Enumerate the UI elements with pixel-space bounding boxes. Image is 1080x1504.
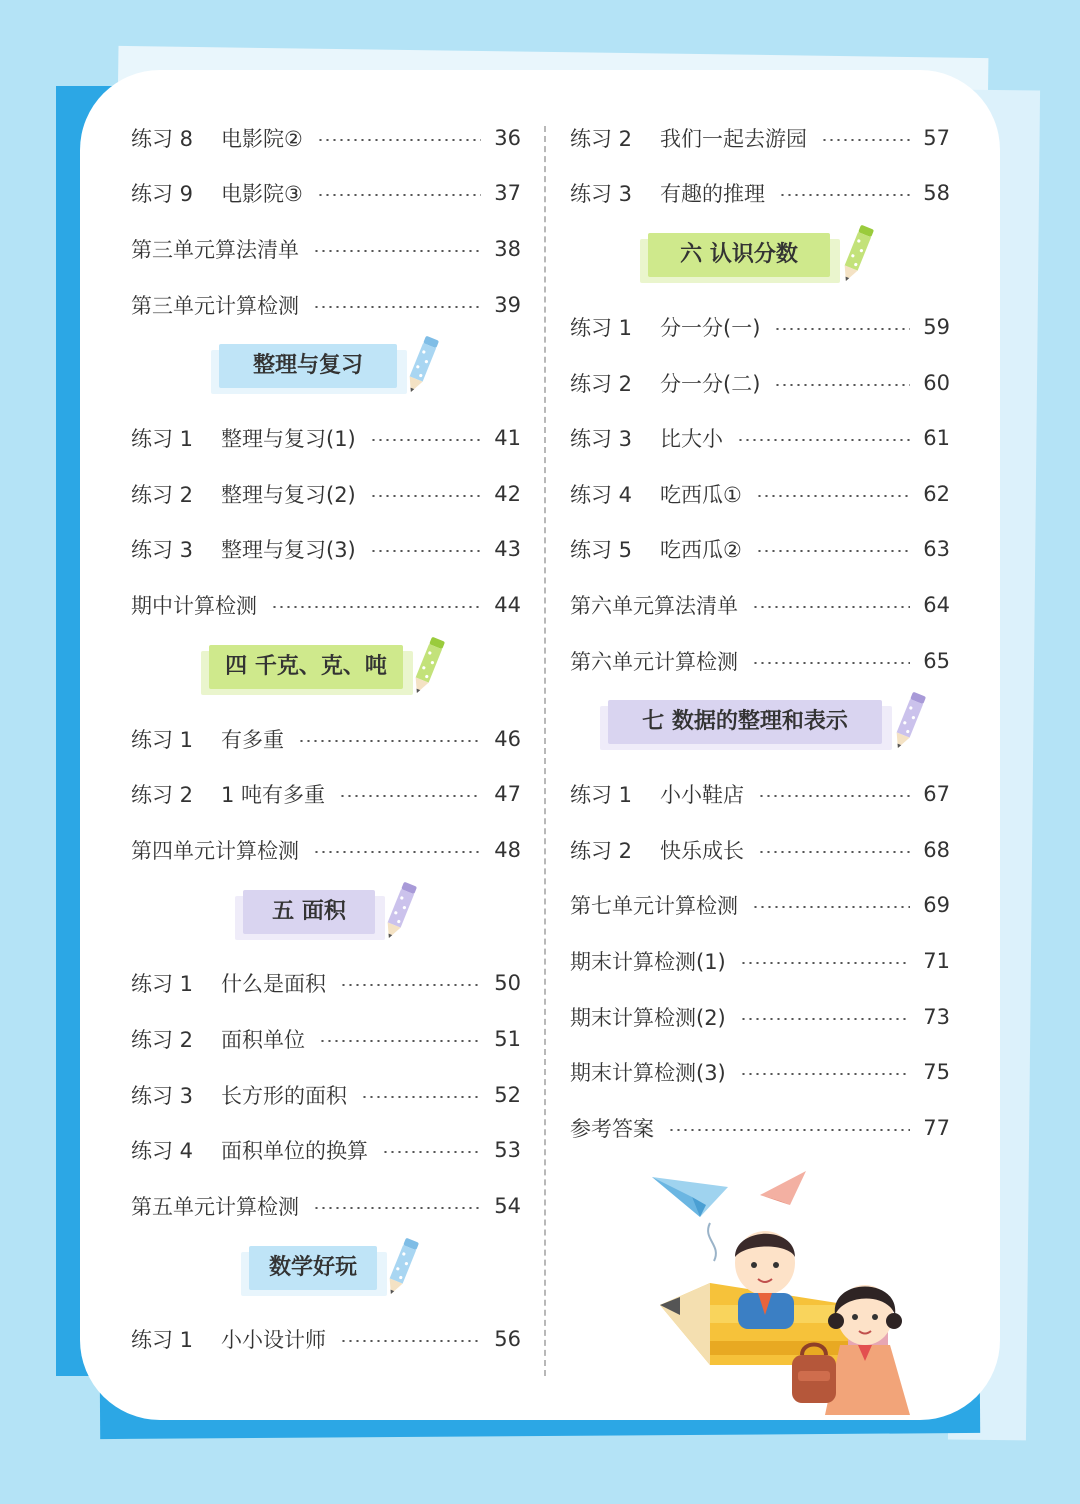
toc-entry-title: 期末计算检测(3): [570, 1061, 726, 1086]
column-divider: [544, 126, 546, 1376]
toc-entry-title: 分一分(一): [660, 315, 761, 340]
children-illustration: [640, 1165, 960, 1425]
toc-entry-title: 1 吨有多重: [221, 783, 326, 808]
toc-entry-page: 75: [923, 1060, 950, 1085]
right-group-c: [570, 766, 950, 1155]
toc-entry-page: 63: [923, 537, 950, 562]
toc-entry-title: 期中计算检测: [131, 593, 257, 618]
section-six: [570, 221, 950, 299]
dot-leader: [339, 795, 481, 797]
toc-entry-page: 53: [494, 1138, 521, 1163]
dot-leader: [361, 1096, 481, 1098]
toc-entry-title: 吃西瓜①: [660, 482, 742, 507]
toc-entry: [570, 989, 950, 1045]
toc-entry-page: 61: [923, 426, 950, 451]
right-group-a: [570, 110, 950, 221]
toc-entry: [570, 522, 950, 578]
toc-entry-page: 52: [494, 1082, 521, 1107]
toc-entry-title: 快乐成长: [660, 838, 744, 863]
toc-entry-page: 51: [494, 1026, 521, 1051]
toc-entry: [131, 221, 521, 277]
dot-leader: [740, 1073, 910, 1075]
section-six-title: 六 认识分数: [680, 242, 798, 268]
toc-entry: [570, 355, 950, 411]
toc-entry-number: 练习 1: [131, 972, 194, 997]
toc-entry: [131, 1011, 521, 1067]
toc-entry: [570, 878, 950, 934]
left-group-a: [131, 110, 521, 332]
dot-leader: [317, 194, 481, 196]
toc-entry-page: 64: [923, 592, 950, 617]
section-four: [131, 633, 521, 711]
toc-entry: [131, 1178, 521, 1234]
toc-entry-number: 练习 3: [570, 182, 633, 207]
toc-entry-page: 37: [494, 181, 521, 206]
right-column: [570, 110, 950, 1156]
toc-entry-title: 面积单位的换算: [221, 1139, 368, 1164]
toc-entry: [131, 1067, 521, 1123]
dot-leader: [298, 740, 481, 742]
dot-leader: [774, 328, 910, 330]
toc-entry: [131, 1312, 521, 1368]
dot-leader: [313, 851, 481, 853]
toc-entry-number: 练习 8: [131, 126, 194, 151]
toc-entry-title: 整理与复习(2): [221, 482, 356, 507]
toc-entry-title: 整理与复习(1): [221, 427, 356, 452]
toc-entry-page: 58: [923, 181, 950, 206]
pencil-icon: [399, 334, 443, 400]
dot-leader: [752, 662, 910, 664]
toc-entry-title: 有趣的推理: [660, 182, 765, 207]
toc-entry: [131, 1122, 521, 1178]
section-seven: [570, 688, 950, 766]
toc-entry-page: 67: [923, 782, 950, 807]
toc-entry: [570, 110, 950, 166]
toc-entry-number: 练习 1: [570, 783, 633, 808]
dot-leader: [370, 495, 481, 497]
section-four-title: 四 千克、克、吨: [225, 653, 387, 679]
toc-entry-page: 56: [494, 1327, 521, 1352]
toc-entry: [570, 633, 950, 689]
boy-icon: [735, 1231, 795, 1329]
section-five-title: 五 面积: [272, 898, 346, 924]
dot-leader: [737, 439, 910, 441]
dot-leader: [758, 795, 910, 797]
dot-leader: [668, 1129, 910, 1131]
dot-leader: [313, 1207, 481, 1209]
toc-entry: [131, 410, 521, 466]
dot-leader: [370, 550, 481, 552]
left-group-b: [131, 410, 521, 632]
toc-entry-title: 比大小: [660, 427, 723, 452]
toc-entry: [570, 1100, 950, 1156]
left-column: [131, 110, 521, 1367]
toc-entry: [570, 299, 950, 355]
section-review: [131, 332, 521, 410]
toc-entry: [131, 166, 521, 222]
toc-entry-page: 39: [494, 292, 521, 317]
toc-entry-title: 吃西瓜②: [660, 538, 742, 563]
dot-leader: [340, 1340, 481, 1342]
dot-leader: [317, 139, 481, 141]
toc-entry: [131, 110, 521, 166]
toc-entry-number: 练习 2: [131, 1027, 194, 1052]
toc-entry-number: 练习 1: [131, 727, 194, 752]
toc-entry-number: 练习 3: [131, 1083, 194, 1108]
toc-entry: [570, 822, 950, 878]
toc-entry-page: 44: [494, 592, 521, 617]
toc-entry: [131, 522, 521, 578]
toc-entry-page: 60: [923, 370, 950, 395]
dot-leader: [758, 851, 910, 853]
section-fun: [131, 1234, 521, 1312]
toc-entry-title: 第六单元计算检测: [570, 649, 738, 674]
toc-entry-title: 第六单元算法清单: [570, 593, 738, 618]
dot-leader: [382, 1151, 481, 1153]
toc-entry-title: 电影院③: [221, 182, 303, 207]
left-group-e: [131, 1312, 521, 1368]
toc-entry-page: 50: [494, 971, 521, 996]
dot-leader: [740, 962, 910, 964]
toc-entry-title: 我们一起去游园: [660, 126, 807, 151]
toc-entry-number: 练习 3: [131, 538, 194, 563]
toc-entry-title: 有多重: [221, 727, 284, 752]
toc-entry-page: 41: [494, 426, 521, 451]
toc-entry: [131, 711, 521, 767]
toc-entry: [131, 466, 521, 522]
pencil-icon: [405, 635, 449, 701]
toc-entry-number: 练习 1: [570, 315, 633, 340]
toc-entry-page: 36: [494, 125, 521, 150]
pencil-icon: [379, 1236, 423, 1302]
toc-entry-title: 分一分(二): [660, 371, 761, 396]
paper-plane-icon: [652, 1177, 728, 1217]
dot-leader: [740, 1018, 910, 1020]
toc-entry-title: 第三单元算法清单: [131, 237, 299, 262]
toc-entry-number: 练习 4: [131, 1139, 194, 1164]
toc-entry-page: 68: [923, 837, 950, 862]
toc-entry: [570, 466, 950, 522]
dot-leader: [752, 606, 910, 608]
toc-entry-page: 48: [494, 837, 521, 862]
toc-entry-page: 69: [923, 893, 950, 918]
dot-leader: [821, 139, 910, 141]
toc-entry-number: 练习 4: [570, 482, 633, 507]
toc-entry-page: 77: [923, 1115, 950, 1140]
dot-leader: [271, 606, 481, 608]
toc-entry: [570, 933, 950, 989]
toc-entry-number: 练习 2: [570, 371, 633, 396]
dot-leader: [774, 384, 910, 386]
left-group-c: [131, 711, 521, 878]
toc-entry-page: 62: [923, 481, 950, 506]
toc-entry-title: 小小鞋店: [660, 783, 744, 808]
pencil-icon: [377, 880, 421, 946]
section-fun-title: 数学好玩: [268, 1254, 357, 1280]
toc-entry-page: 57: [923, 125, 950, 150]
dot-leader: [370, 439, 481, 441]
left-group-d: [131, 956, 521, 1234]
toc-entry: [570, 1044, 950, 1100]
toc-entry-number: 练习 2: [131, 783, 194, 808]
toc-entry-page: 46: [494, 726, 521, 751]
toc-entry-title: 什么是面积: [221, 972, 326, 997]
toc-entry: [570, 410, 950, 466]
pencil-icon: [834, 223, 878, 289]
dot-leader: [756, 550, 910, 552]
toc-entry: [570, 766, 950, 822]
toc-entry-page: 65: [923, 648, 950, 673]
dot-leader: [313, 250, 481, 252]
toc-entry: [131, 577, 521, 633]
toc-entry-title: 电影院②: [221, 126, 303, 151]
dot-leader: [779, 194, 910, 196]
toc-entry-title: 期末计算检测(2): [570, 1005, 726, 1030]
paper-plane-icon: [760, 1171, 806, 1205]
toc-entry: [570, 166, 950, 222]
toc-entry-title: 参考答案: [570, 1116, 654, 1141]
toc-entry: [131, 766, 521, 822]
toc-entry-page: 43: [494, 537, 521, 562]
section-seven-title: 七 数据的整理和表示: [642, 709, 848, 735]
toc-entry-page: 42: [494, 481, 521, 506]
toc-entry-number: 练习 9: [131, 182, 194, 207]
toc-entry-number: 练习 1: [131, 427, 194, 452]
section-review-title: 整理与复习: [252, 353, 363, 379]
toc-entry: [131, 822, 521, 878]
toc-entry-title: 第五单元计算检测: [131, 1194, 299, 1219]
pencil-icon: [886, 690, 930, 756]
dot-leader: [756, 495, 910, 497]
toc-entry-page: 38: [494, 236, 521, 261]
toc-entry-page: 54: [494, 1193, 521, 1218]
dot-leader: [313, 306, 481, 308]
dot-leader: [340, 984, 481, 986]
toc-entry-number: 练习 3: [570, 427, 633, 452]
toc-entry-title: 小小设计师: [221, 1328, 326, 1353]
toc-entry-title: 面积单位: [221, 1027, 305, 1052]
toc-entry-page: 59: [923, 314, 950, 339]
right-group-b: [570, 299, 950, 688]
toc-entry-number: 练习 2: [570, 126, 633, 151]
toc-entry-number: 练习 2: [570, 838, 633, 863]
toc-entry-title: 长方形的面积: [221, 1083, 347, 1108]
toc-entry-page: 47: [494, 782, 521, 807]
dot-leader: [752, 906, 910, 908]
toc-entry-number: 练习 1: [131, 1328, 194, 1353]
toc-entry-title: 期末计算检测(1): [570, 949, 726, 974]
toc-entry-number: 练习 2: [131, 482, 194, 507]
toc-entry-number: 练习 5: [570, 538, 633, 563]
section-five: [131, 878, 521, 956]
toc-entry-title: 第四单元计算检测: [131, 838, 299, 863]
toc-entry-title: 第三单元计算检测: [131, 293, 299, 318]
toc-entry: [131, 277, 521, 333]
toc-entry-page: 73: [923, 1004, 950, 1029]
toc-entry-title: 第七单元计算检测: [570, 894, 738, 919]
toc-entry-page: 71: [923, 948, 950, 973]
toc-entry: [570, 577, 950, 633]
toc-entry: [131, 956, 521, 1012]
dot-leader: [319, 1040, 481, 1042]
toc-entry-title: 整理与复习(3): [221, 538, 356, 563]
